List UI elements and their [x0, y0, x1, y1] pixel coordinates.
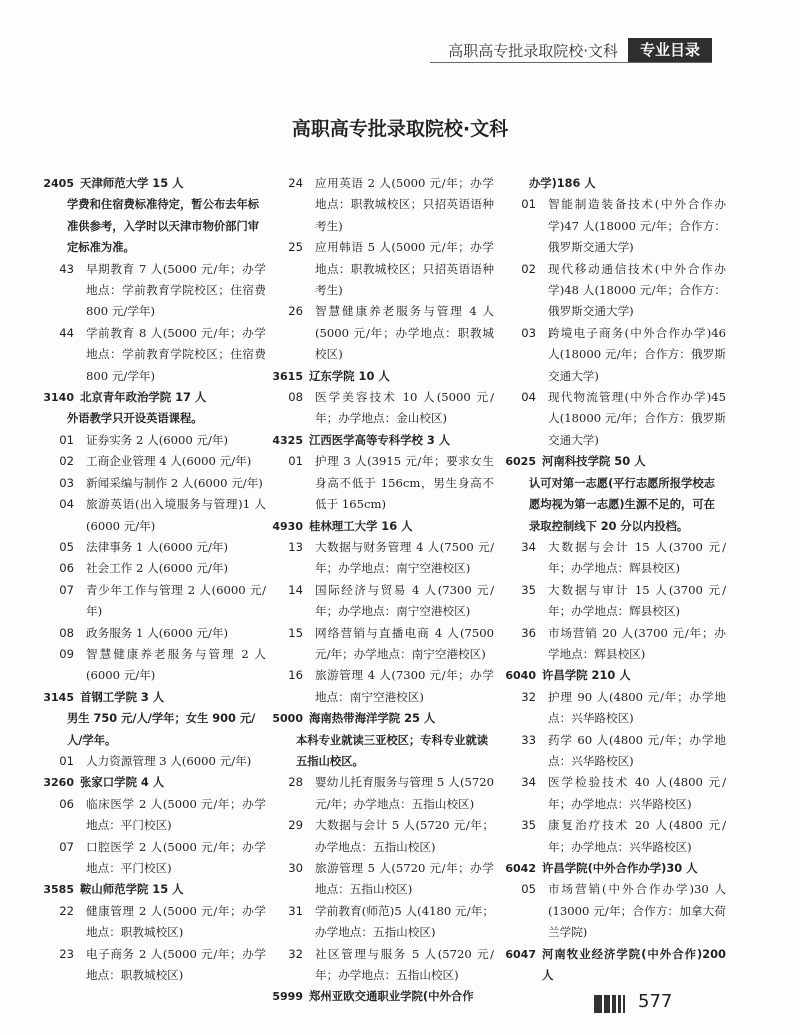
school-code: 3145 — [43, 690, 74, 704]
major-entry — [38, 644, 266, 687]
major-description: 应用英语 2 人(5000 元/年；办学地点：职教城校区；只招英语语种考生) — [315, 176, 494, 233]
school-name: 海南热带海洋学院 25 人 — [309, 711, 436, 726]
major-code: 31 — [288, 903, 303, 918]
major-entry — [38, 944, 266, 987]
major-entry — [38, 451, 266, 472]
major-code: 01 — [59, 432, 74, 447]
major-description: 新闻采编与制作 2 人(6000 元/年) — [86, 475, 263, 490]
major-code: 03 — [521, 325, 536, 340]
major-code: 33 — [521, 732, 536, 747]
major-description: 青少年工作与管理 2 人(6000 元/年) — [86, 582, 266, 619]
major-description: 智慧健康养老服务与管理 2 人(6000 元/年) — [86, 646, 266, 683]
school-code: 6040 — [505, 669, 536, 683]
major-entry — [500, 730, 726, 773]
school-entry — [267, 986, 494, 1007]
school-note: 学费和住宿费标准待定，暂公布去年标准供参考，入学时以天津市物价部门审定标准为准。 — [67, 198, 260, 255]
major-description: 政务服务 1 人(6000 元/年) — [86, 625, 229, 640]
major-code: 34 — [521, 539, 536, 554]
major-entry — [267, 580, 494, 623]
school-code: 3140 — [43, 391, 74, 405]
major-description: 婴幼儿托育服务与管理 5 人(5720 元/年；办学地点：五指山校区) — [315, 775, 494, 811]
school-name: 张家口学院 4 人 — [80, 775, 165, 790]
major-code: 05 — [521, 882, 536, 897]
major-code: 15 — [288, 625, 303, 640]
major-entry — [267, 858, 494, 901]
column-2 — [267, 173, 494, 1008]
major-code: 02 — [59, 454, 74, 469]
major-entry — [38, 794, 266, 837]
major-code: 04 — [59, 497, 74, 512]
school-entry — [500, 451, 726, 472]
major-code: 22 — [59, 903, 74, 918]
major-code: 28 — [288, 775, 303, 790]
school-code: 3260 — [43, 776, 74, 790]
column-3 — [500, 173, 726, 986]
school-name: 许昌学院 210 人 — [542, 668, 631, 683]
major-description: 旅游英语(出入境服务与管理)1 人(6000 元/年) — [86, 497, 266, 533]
major-description: 网络营销与直播电商 4 人(7500 元/年；办学地点：南宁空港校区) — [315, 625, 494, 661]
school-entry — [38, 772, 266, 793]
major-description: 法律事务 1 人(6000 元/年) — [86, 539, 229, 554]
school-entry — [500, 858, 726, 879]
major-code: 35 — [521, 818, 536, 833]
school-name: 桂林理工大学 16 人 — [309, 518, 413, 533]
major-description: 社会工作 2 人(6000 元/年) — [86, 561, 229, 576]
major-entry — [38, 901, 266, 944]
major-description: 健康管理 2 人(5000 元/年；办学地点：职教城校区) — [86, 903, 266, 940]
major-entry — [38, 623, 266, 644]
major-description: 早期教育 7 人(5000 元/年；办学地点：学前教育学院校区；住宿费 800 元/学年) — [86, 261, 266, 319]
major-code: 23 — [59, 946, 74, 961]
school-name: 河南科技学院 50 人 — [542, 454, 646, 469]
major-code: 29 — [288, 818, 303, 833]
major-description: 智慧健康养老服务与管理 4 人(5000 元/年；办学地点：职教城校区) — [315, 304, 494, 362]
major-code: 09 — [59, 646, 74, 661]
major-code: 08 — [288, 390, 303, 405]
major-description: 市场营销(中外合作办学)30 人(13000 元/年；合作方：加拿大荷兰学院) — [548, 882, 726, 940]
school-note: 男生 750 元/人/学年；女生 900 元/人/学年。 — [67, 712, 256, 747]
school-name: 江西医学高等专科学校 3 人 — [309, 432, 451, 447]
school-entry — [267, 516, 494, 537]
school-code: 2405 — [43, 177, 74, 190]
major-entry — [38, 259, 266, 323]
major-description: 工商企业管理 4 人(6000 元/年) — [86, 454, 252, 469]
school-name: 首钢工学院 3 人 — [80, 689, 165, 704]
major-entry — [500, 815, 726, 858]
major-entry — [267, 301, 494, 365]
school-note: 外语教学只开设英语课程。 — [67, 412, 203, 426]
major-description: 现代物流管理(中外合作办学)45 人(18000 元/年；合作方：俄罗斯交通大学) — [548, 390, 726, 447]
header-rule — [430, 62, 712, 63]
school-name: 郑州亚欧交通职业学院(中外合作 — [309, 989, 474, 1004]
major-code: 06 — [59, 561, 74, 576]
major-description: 医学检验技术 40 人(4800 元/年；办学地点：兴华路校区) — [548, 775, 726, 811]
major-code: 32 — [288, 946, 303, 961]
major-entry — [267, 623, 494, 666]
major-entry — [500, 687, 726, 730]
major-entry — [38, 837, 266, 880]
major-code: 30 — [288, 861, 303, 875]
major-entry — [267, 901, 494, 944]
major-code: 36 — [521, 625, 536, 640]
major-description: 临床医学 2 人(5000 元/年；办学地点：平门校区) — [86, 796, 266, 833]
major-entry — [267, 772, 494, 815]
major-entry — [38, 580, 266, 623]
page-number: 577 — [638, 991, 673, 1012]
major-entry — [38, 430, 266, 451]
major-description: 大数据与审计 15 人(3700 元/年；办学地点：辉县校区) — [548, 582, 726, 619]
school-entry — [38, 387, 266, 408]
school-entry — [38, 173, 266, 194]
major-description: 大数据与会计 5 人(5720 元/年；办学地点：五指山校区) — [315, 818, 494, 854]
major-entry — [267, 944, 494, 987]
major-description: 口腔医学 2 人(5000 元/年；办学地点：平门校区) — [86, 839, 266, 875]
school-code: 3585 — [43, 883, 74, 897]
running-header-title: 高职高专批录取院校·文科 — [448, 41, 618, 60]
major-entry — [500, 323, 726, 387]
school-name: 许昌学院(中外合作办学)30 人 — [542, 861, 698, 875]
major-code: 16 — [288, 668, 303, 683]
major-code: 01 — [288, 454, 303, 469]
school-code: 6042 — [505, 862, 536, 875]
major-description: 国际经济与贸易 4 人(7300 元/年；办学地点：南宁空港校区) — [315, 582, 494, 619]
school-note: 认可对第一志愿(平行志愿所报学校志愿均视为第一志愿)生源不足的，可在录取控制线下 20 分以内投档。 — [529, 476, 715, 533]
major-entry — [500, 194, 726, 258]
major-entry — [500, 580, 726, 623]
major-code: 35 — [521, 582, 536, 597]
school-name: 河南牧业经济学院(中外合作)200 人 — [542, 946, 726, 983]
column-1 — [38, 173, 266, 986]
major-entry — [267, 815, 494, 858]
major-code: 25 — [288, 240, 303, 255]
school-note: 本科专业就读三亚校区；专科专业就读五指山校区。 — [296, 733, 489, 768]
major-description: 大数据与会计 15 人(3700 元/年；办学地点：辉县校区) — [548, 539, 726, 576]
school-entry — [500, 944, 726, 987]
major-description: 人力资源管理 3 人(6000 元/年) — [86, 753, 252, 768]
running-header — [448, 38, 712, 62]
school-code: 3615 — [272, 369, 303, 383]
school-code: 5999 — [272, 990, 303, 1004]
major-code: 03 — [59, 475, 74, 490]
page-title: 高职高专批录取院校·文科 — [291, 118, 509, 140]
major-entry — [500, 387, 726, 451]
major-description: 市场营销 20 人(3700 元/年；办学地点：辉县校区) — [548, 625, 726, 661]
major-code: 04 — [521, 390, 536, 405]
major-code: 07 — [59, 839, 74, 854]
major-code: 01 — [59, 753, 74, 768]
major-code: 44 — [59, 325, 74, 340]
major-description: 药学 60 人(4800 元/年；办学地点：兴华路校区) — [548, 732, 726, 768]
section-tab: 专业目录 — [628, 38, 712, 62]
major-description: 现代移动通信技术(中外合作办学)48 人(18000 元/年；合作方：俄罗斯交通大学) — [548, 261, 726, 319]
major-entry — [267, 387, 494, 430]
major-entry — [500, 259, 726, 323]
footer-decoration — [594, 995, 625, 1013]
school-name: 北京青年政治学院 17 人 — [80, 390, 207, 405]
major-code: 24 — [288, 176, 303, 190]
major-description: 社区管理与服务 5 人(5720 元/年；办学地点：五指山校区) — [315, 946, 494, 983]
school-note: 办学)186 人 — [529, 177, 596, 190]
major-description: 学前教育(师范)5 人(4180 元/年；办学地点：五指山校区) — [315, 903, 494, 940]
major-entry — [38, 323, 266, 387]
major-description: 应用韩语 5 人(5000 元/年；办学地点：职教城校区；只招英语语种考生) — [315, 240, 494, 298]
major-description: 证券实务 2 人(6000 元/年) — [86, 432, 229, 447]
school-entry — [267, 366, 494, 387]
major-entry — [267, 451, 494, 515]
major-entry — [267, 665, 494, 708]
school-code: 6025 — [505, 455, 536, 469]
major-entry — [38, 494, 266, 537]
major-code: 02 — [521, 261, 536, 276]
major-code: 13 — [288, 539, 303, 554]
school-name: 天津师范大学 15 人 — [80, 176, 184, 190]
school-name: 辽东学院 10 人 — [309, 368, 390, 383]
major-code: 14 — [288, 582, 303, 597]
major-entry — [267, 237, 494, 301]
school-entry — [38, 879, 266, 900]
major-description: 学前教育 8 人(5000 元/年；办学地点：学前教育学院校区；住宿费 800 元/学年) — [86, 325, 266, 383]
major-description: 智能制造装备技术(中外合作办学)47 人(18000 元/年；合作方：俄罗斯交通大学) — [548, 197, 726, 255]
major-entry — [38, 537, 266, 558]
school-entry — [267, 430, 494, 451]
major-description: 康复治疗技术 20 人(4800 元/年；办学地点：兴华路校区) — [548, 818, 726, 854]
major-description: 护理 90 人(4800 元/年；办学地点：兴华路校区) — [548, 689, 726, 726]
major-code: 43 — [59, 261, 74, 276]
major-description: 医学美容技术 10 人(5000 元/年；办学地点：金山校区) — [315, 390, 494, 426]
school-code: 6047 — [505, 947, 536, 961]
school-code: 5000 — [272, 712, 303, 726]
major-entry — [500, 772, 726, 815]
school-entry — [38, 687, 266, 708]
major-entry — [267, 173, 494, 237]
major-description: 跨境电子商务(中外合作办学)46 人(18000 元/年；合作方：俄罗斯交通大学) — [548, 325, 726, 383]
major-entry — [500, 537, 726, 580]
major-code: 01 — [521, 197, 536, 212]
major-code: 26 — [288, 304, 303, 319]
major-description: 护理 3 人(3915 元/年；要求女生身高不低于 156cm，男生身高不低于 165cm) — [315, 454, 494, 512]
major-description: 大数据与财务管理 4 人(7500 元/年；办学地点：南宁空港校区) — [315, 539, 494, 576]
major-description: 旅游管理 4 人(7300 元/年；办学地点：南宁空港校区) — [315, 668, 494, 704]
major-entry — [38, 473, 266, 494]
major-entry — [500, 623, 726, 666]
major-code: 05 — [59, 539, 74, 554]
school-entry — [500, 665, 726, 686]
major-code: 07 — [59, 582, 74, 597]
major-code: 32 — [521, 689, 536, 704]
school-code: 4930 — [272, 519, 303, 533]
major-description: 电子商务 2 人(5000 元/年；办学地点：职教城校区) — [86, 946, 266, 983]
major-entry — [38, 751, 266, 772]
major-entry — [267, 537, 494, 580]
major-description: 旅游管理 5 人(5720 元/年；办学地点：五指山校区) — [315, 861, 494, 897]
school-entry — [267, 708, 494, 729]
major-code: 06 — [59, 796, 74, 811]
major-code: 08 — [59, 625, 74, 640]
major-entry — [38, 558, 266, 579]
major-code: 34 — [521, 775, 536, 790]
school-name: 鞍山师范学院 15 人 — [80, 882, 184, 897]
school-code: 4325 — [272, 433, 303, 447]
major-entry — [500, 879, 726, 943]
